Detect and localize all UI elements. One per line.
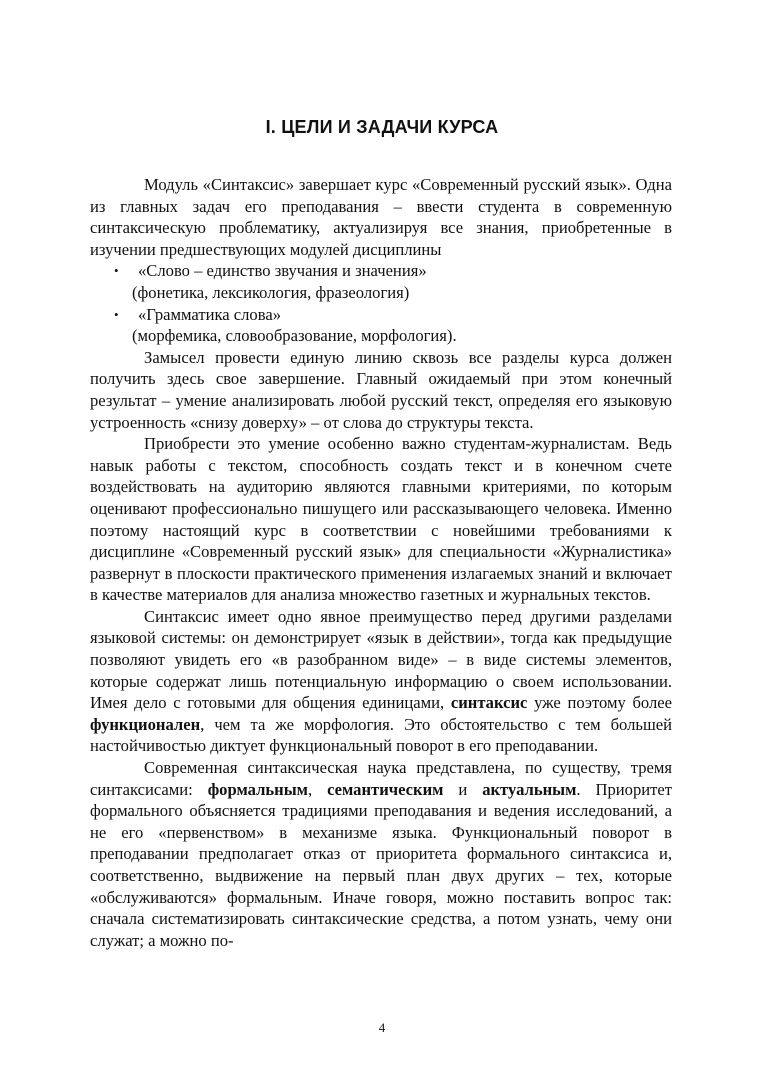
bold-term: актуальным xyxy=(482,779,577,799)
text-run: . Приоритет формального объясняется традициями преподавания и ведения исследований, а не его «первенством» в механизме языка. Функциональный поворот в преподавании предполагает отказ от приоритета формального синтаксиса и, соответственно, выдвижение на первый план двух других – тех, которые «обслуживаются» формальным. Иначе говоря, можно поставить вопрос так: сначала систематизировать синтаксические средства, а потом узнать, чему они служат; а можно по- xyxy=(90,779,672,950)
bold-term: формальным xyxy=(207,779,308,799)
section-title: I. ЦЕЛИ И ЗАДАЧИ КУРСА xyxy=(265,117,499,137)
bold-term: семантическим xyxy=(327,779,444,799)
bold-term: функционален xyxy=(90,714,201,734)
text-run: и xyxy=(443,779,483,799)
list-item-subtext: (фонетика, лексикология, фразеология) xyxy=(132,282,410,302)
text-run: Современная синтаксическая наука представлена, по существу, тремя синтаксисами: xyxy=(90,758,672,799)
bold-term: синтаксис xyxy=(450,693,528,713)
text-run: , xyxy=(307,779,328,799)
bullet-icon: • xyxy=(114,306,119,322)
text-run: Синтаксис имеет одно явное преимущество перед другими разделами языковой системы: он демонстрирует «язык в действии», тогда как предыдущие позволяют увидеть его «в разобранном виде» – в виде системы элементов, которые содержат лишь потенциальную информацию о своем использовании. Имея дело с готовыми для общения единицами, xyxy=(90,606,672,713)
paragraph-intro: Модуль «Синтаксис» завершает курс «Современный русский язык». Одна из главных задач его преподавания – ввести студента в современную синтаксическую проблематику, актуализируя все знания, приобретенные в изучении предшествующих модулей дисциплины xyxy=(90,175,672,259)
paragraph-journalists: Приобрести это умение особенно важно студентам-журналистам. Ведь навык работы с текстом, способность создать текст и в конечном счете воздействовать на аудиторию являются главными критериями, по которым оценивают профессионально пишущего или рассказывающего человека. Именно поэтому настоящий курс в соответствии с новейшими требованиями к дисциплине «Современный русский язык» для специальности «Журналистика» развернут в плоскости практического применения излагаемых знаний и включает в качестве материалов для анализа множество газетных и журнальных текстов. xyxy=(90,434,672,605)
page-number: 4 xyxy=(378,1020,386,1035)
bullet-icon: • xyxy=(114,263,119,279)
bullet-list xyxy=(90,260,672,346)
body-text xyxy=(90,174,672,951)
list-item-subtext: (морфемика, словообразование, морфология). xyxy=(132,326,457,346)
text-run: , чем та же морфология. Это обстоятельство с тем большей настойчивостью диктует функциональный поворот в его преподавании. xyxy=(90,714,672,756)
list-item xyxy=(90,260,672,282)
paragraph-syntax-advantage xyxy=(90,606,672,757)
paragraph-goal: Замысел провести единую линию сквозь все разделы курса должен получить здесь свое завершение. Главный ожидаемый при этом конечный результат – умение анализировать любой русский текст, определяя его языковую устроенность «снизу доверху» – от слова до структуры текста. xyxy=(90,347,672,432)
list-item-text: «Слово – единство звучания и значения» xyxy=(138,261,427,281)
list-item-text: «Грамматика слова» xyxy=(138,304,282,324)
text-run: уже поэтому более xyxy=(527,693,672,713)
list-item xyxy=(90,304,672,326)
paragraph-three-syntaxes xyxy=(90,757,672,951)
